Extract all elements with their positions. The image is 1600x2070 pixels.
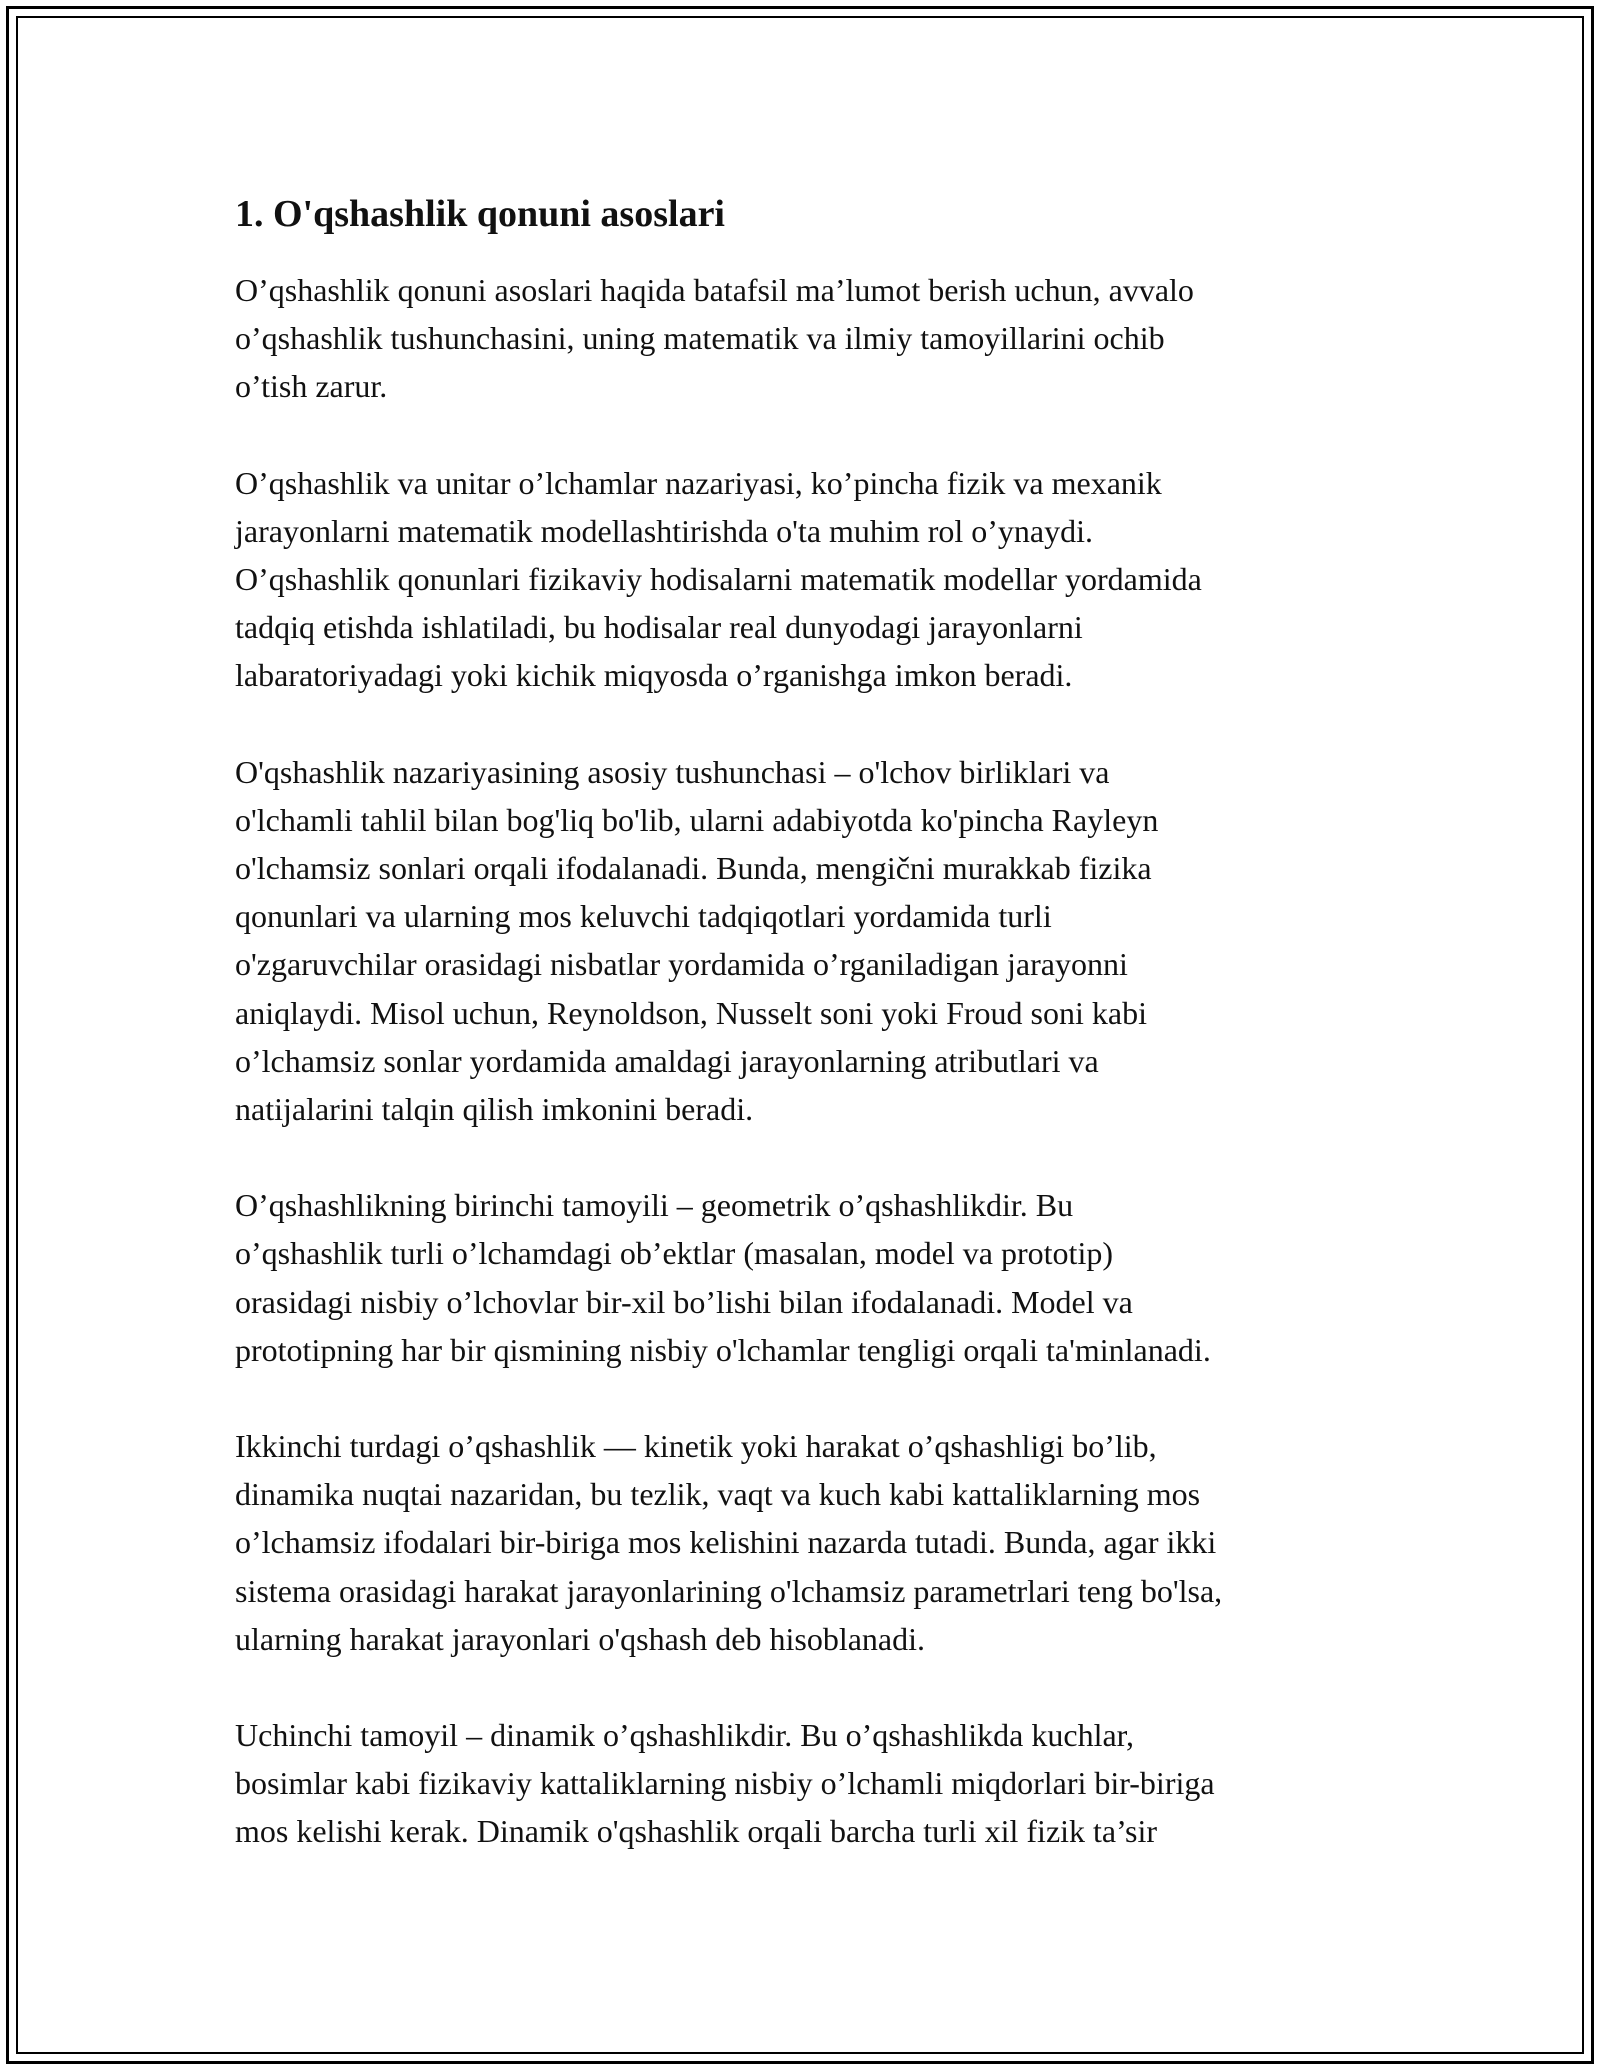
- paragraph-1: [235, 266, 1375, 411]
- text-line: sistema orasidagi harakat jarayonlarining o'lchamsiz parametrlari teng bo'lsa,: [235, 1572, 1223, 1609]
- text-line: jarayonlarni matematik modellashtirishda o'ta muhim rol o’ynaydi.: [235, 512, 1093, 549]
- text-line: Uchinchi tamoyil – dinamik o’qshashlikdir. Bu o’qshashlikda kuchlar,: [235, 1717, 1135, 1754]
- text-line: Ikkinchi turdagi o’qshashlik — kinetik yoki harakat o’qshashligi bo’lib,: [235, 1428, 1157, 1465]
- text-line: tadqiq etishda ishlatiladi, bu hodisalar real dunyodagi jarayonlarni: [235, 609, 1083, 646]
- text-line: o'lchamli tahlil bilan bog'liq bo'lib, ularni adabiyotda ko'pincha Rayleyn: [235, 801, 1159, 838]
- text-line: o'zgaruvchilar orasidagi nisbatlar yordamida o’rganiladigan jarayonni: [235, 946, 1128, 983]
- text-line: prototipning har bir qismining nisbiy o'lchamlar tengligi orqali ta'minlanadi.: [235, 1331, 1211, 1368]
- paragraph-4: [235, 1181, 1375, 1374]
- text-line: o’lchamsiz sonlar yordamida amaldagi jarayonlarning atributlari va: [235, 1042, 1099, 1079]
- document-body: [235, 188, 1375, 1904]
- section-title: 1. O'qshashlik qonuni asoslari: [235, 193, 725, 235]
- text-line: O’qshashlik qonuni asoslari haqida batafsil ma’lumot berish uchun, avvalo: [235, 272, 1194, 308]
- text-line: O’qshashlikning birinchi tamoyili – geometrik o’qshashlikdir. Bu: [235, 1187, 1074, 1224]
- text-line: qonunlari va ularning mos keluvchi tadqiqotlari yordamida turli: [235, 898, 1052, 935]
- text-line: o'lchamsiz sonlari orqali ifodalanadi. Bunda, mengični murakkab fizika: [235, 850, 1152, 887]
- text-line: natijalarini talqin qilish imkonini beradi.: [235, 1091, 754, 1128]
- text-line: O’qshashlik va unitar o’lchamlar nazariyasi, ko’pincha fizik va mexanik: [235, 464, 1162, 501]
- text-line: mos kelishi kerak. Dinamik o'qshashlik orqali barcha turli xil fizik ta’sir: [235, 1813, 1158, 1850]
- paragraph-6: [235, 1711, 1375, 1856]
- text-line: labaratoriyadagi yoki kichik miqyosda o’rganishga imkon beradi.: [235, 657, 1073, 694]
- text-line: aniqlaydi. Misol uchun, Reynoldson, Nusselt soni yoki Froud soni kabi: [235, 994, 1147, 1031]
- text-line: orasidagi nisbiy o’lchovlar bir-xil bo’lishi bilan ifodalanadi. Model va: [235, 1283, 1133, 1320]
- paragraph-5: [235, 1422, 1375, 1663]
- text-line: o’qshashlik tushunchasini, uning matematik va ilmiy tamoyillarini ochib: [235, 320, 1165, 357]
- text-line: ularning harakat jarayonlari o'qshash deb hisoblanadi.: [235, 1620, 925, 1657]
- text-line: dinamika nuqtai nazaridan, bu tezlik, vaqt va kuch kabi kattaliklarning mos: [235, 1476, 1201, 1513]
- paragraph-3: [235, 748, 1375, 1134]
- text-line: o’lchamsiz ifodalari bir-biriga mos kelishini nazarda tutadi. Bunda, agar ikki: [235, 1524, 1217, 1561]
- text-line: bosimlar kabi fizikaviy kattaliklarning nisbiy o’lchamli miqdorlari bir-biriga: [235, 1765, 1215, 1802]
- text-line: O’qshashlik qonunlari fizikaviy hodisalarni matematik modellar yordamida: [235, 561, 1202, 598]
- text-line: o’tish zarur.: [235, 368, 388, 405]
- paragraph-2: [235, 459, 1375, 700]
- text-line: O'qshashlik nazariyasining asosiy tushunchasi – o'lchov birliklari va: [235, 753, 1110, 790]
- text-line: o’qshashlik turli o’lchamdagi ob’ektlar (masalan, model va prototip): [235, 1235, 1113, 1272]
